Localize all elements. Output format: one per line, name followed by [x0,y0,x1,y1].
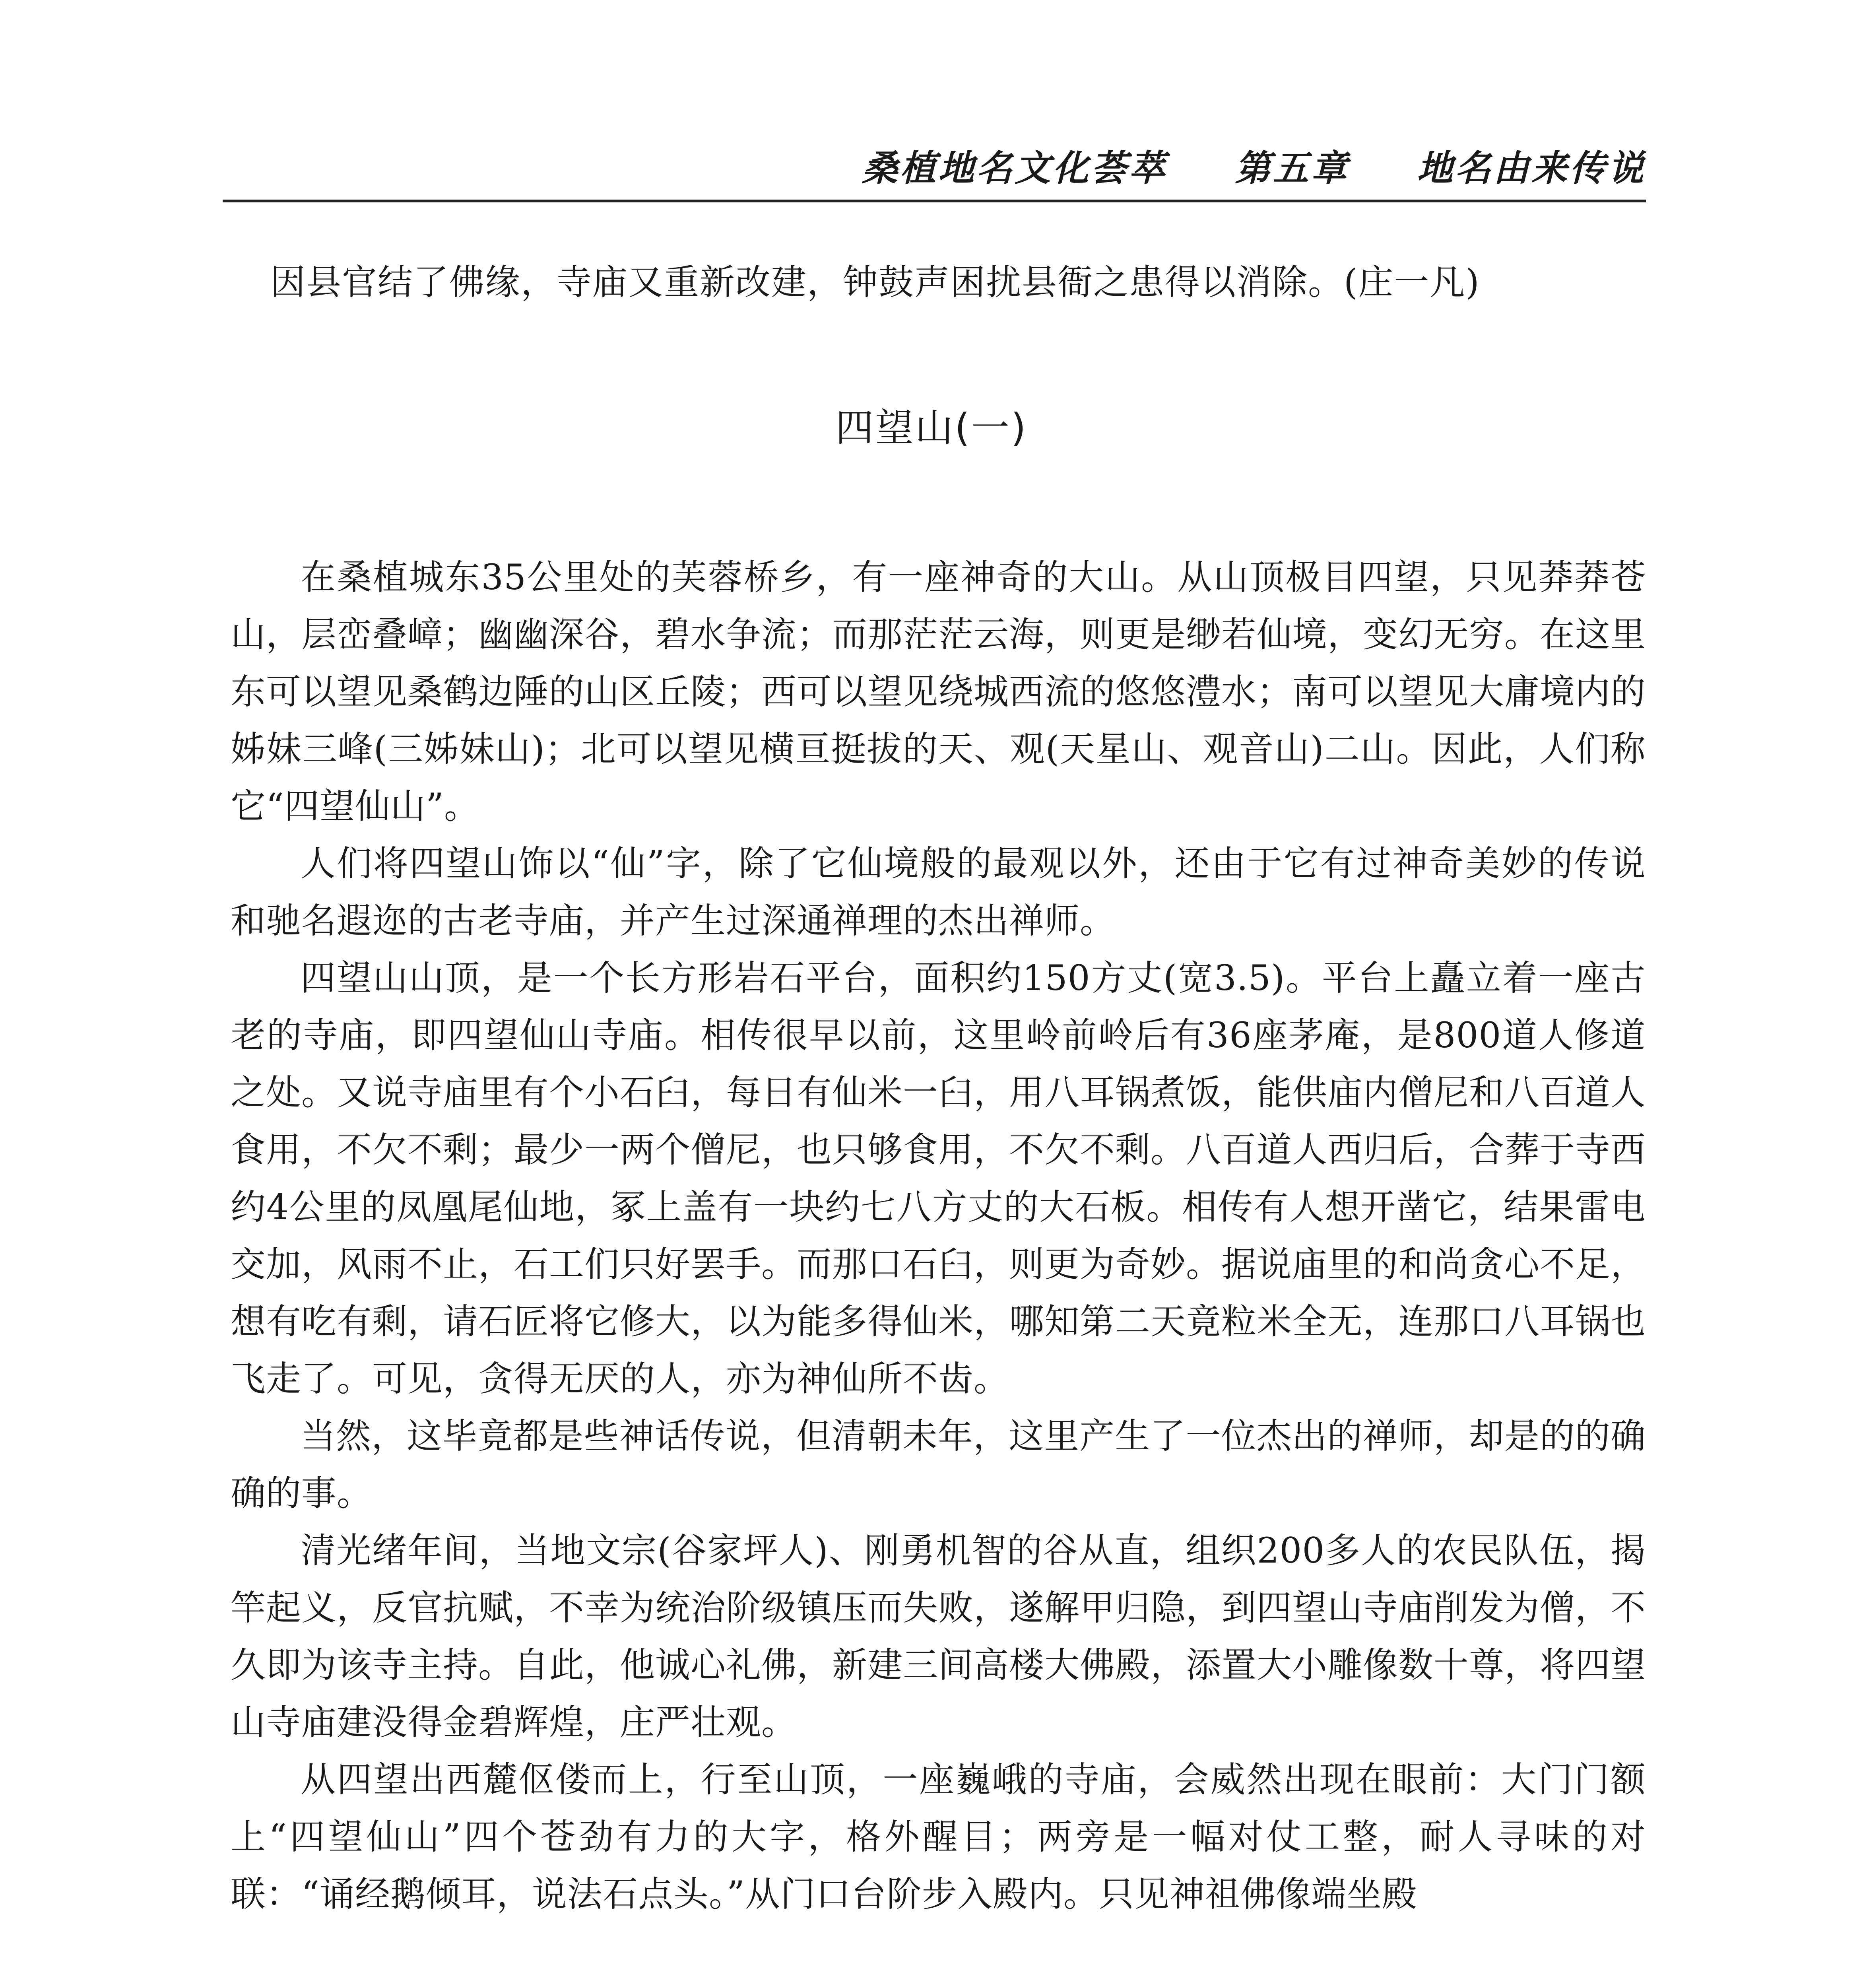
running-header [223,131,1646,211]
paragraph: 清光绪年间，当地文宗(谷家坪人)、刚勇机智的谷从直，组织200多人的农民队伍，揭竿起义，反官抗赋，不幸为统治阶级镇压而失败，遂解甲归隐，到四望山寺庙削发为僧，不久即为该寺主持。自此，他诚心礼佛，新建三间高楼大佛殿，添置大小雕像数十尊，将四望山寺庙建没得金碧辉煌，庄严壮观。 [231,1530,1646,1743]
paragraph: 从四望出西麓伛偻而上，行至山顶，一座巍峨的寺庙，会威然出现在眼前：大门门额上“四望仙山”四个苍劲有力的大字，格外醒目；两旁是一幅对仗工整，耐人寻味的对联：“诵经鹅倾耳，说法石点头。”从门口台阶步入殿内。只见神祖佛像端坐殿 [231,1759,1646,1914]
paragraph: 人们将四望山饰以“仙”字，除了它仙境般的最观以外，还由于它有过神奇美妙的传说和驰名遐迩的古老寺庙，并产生过深通禅理的杰出禅师。 [231,843,1646,941]
section-title: 四望山(一) [835,406,1028,450]
paragraph: 当然，这毕竟都是些神话传说，但清朝未年，这里产生了一位杰出的禅师，却是的的确确的事。 [231,1415,1646,1514]
header-section: 地名由来传说 [1417,148,1646,189]
paragraph: 四望山山顶，是一个长方形岩石平台，面积约150方丈(宽3.5)。平台上矗立着一座古老的寺庙，即四望仙山寺庙。相传很早以前，这里岭前岭后有36座茅庵，是800道人修道之处。又说寺庙里有个小石臼，每日有仙米一臼，用八耳锅煮饭，能供庙内僧尼和八百道人食用，不欠不剩；最少一两个僧尼，也只够食用，不欠不剩。八百道人西归后，合葬于寺西约4公里的凤凰尾仙地，冢上盖有一块约七八方丈的大石板。相传有人想开凿它，结果雷电交加，风雨不止，石工们只好罢手。而那口石臼，则更为奇妙。据说庙里的和尚贪心不足，想有吃有剩，请石匠将它修大，以为能多得仙米，哪知第二天竟粒米全无，连那口八耳锅也飞走了。可见，贪得无厌的人，亦为神仙所不齿。 [231,957,1646,1399]
body-text [231,549,1646,1988]
header-text [794,139,1646,191]
continuation-line: 因县官结了佛缘，寺庙又重新改建，钟鼓声困扰县衙之患得以消除。(庄一凡) [270,262,1480,303]
header-chapter: 第五章 [1235,148,1349,189]
header-rule [223,200,1646,202]
header-book-title: 桑植地名文化荟萃 [862,148,1167,189]
paragraph: 在桑植城东35公里处的芙蓉桥乡，有一座神奇的大山。从山顶极目四望，只见莽莽苍山，层峦叠嶂；幽幽深谷，碧水争流；而那茫茫云海，则更是缈若仙境，变幻无穷。在这里东可以望见桑鹤边陲的山区丘陵；西可以望见绕城西流的悠悠澧水；南可以望见大庸境内的姊妹三峰(三姊妹山)；北可以望见横亘挺拔的天、观(天星山、观音山)二山。因此，人们称它“四望仙山”。 [231,557,1646,827]
